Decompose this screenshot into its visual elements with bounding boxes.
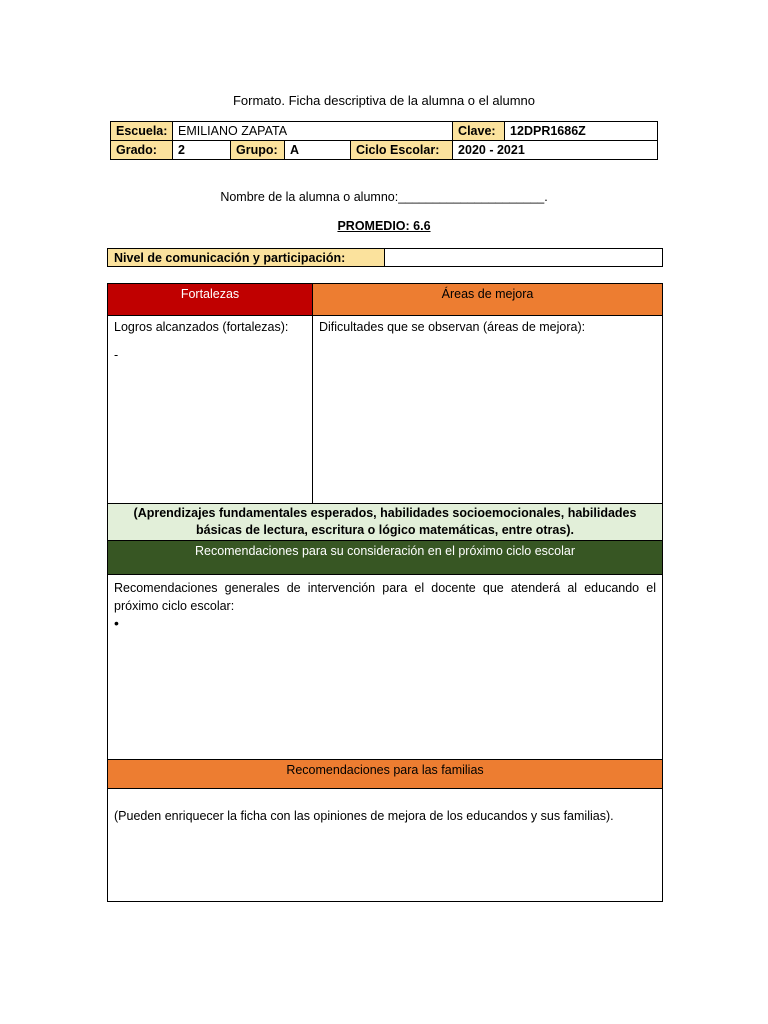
ciclo-label: Ciclo Escolar: xyxy=(351,141,453,160)
recomendaciones-bullet: • xyxy=(114,615,119,631)
fortalezas-header: Fortalezas xyxy=(108,284,313,316)
nivel-table xyxy=(107,248,663,267)
familias-text: (Pueden enriquecer la ficha con las opiniones de mejora de los educandos y sus familias). xyxy=(114,809,614,823)
nivel-value[interactable] xyxy=(385,249,663,267)
document-title: Formato. Ficha descriptiva de la alumna o el alumno xyxy=(232,93,536,108)
recomendaciones-header: Recomendaciones para su consideración en el próximo ciclo escolar xyxy=(108,541,663,575)
aprendizajes-note: (Aprendizajes fundamentales esperados, habilidades socioemocionales, habilidades básicas de lectura, escritura o lógico matemáticas, entre otras). xyxy=(108,504,663,541)
info-row-grado xyxy=(111,141,658,160)
grado-value: 2 xyxy=(173,141,231,160)
areas-header: Áreas de mejora xyxy=(313,284,663,316)
familias-header: Recomendaciones para las familias xyxy=(108,760,663,789)
grado-label: Grado: xyxy=(111,141,173,160)
grupo-value: A xyxy=(285,141,351,160)
escuela-value: EMILIANO ZAPATA xyxy=(173,122,453,141)
familias-cell[interactable] xyxy=(108,789,663,902)
recomendaciones-cell[interactable] xyxy=(108,575,663,760)
promedio: PROMEDIO: 6.6 xyxy=(337,219,431,233)
clave-value: 12DPR1686Z xyxy=(505,122,658,141)
escuela-label: Escuela: xyxy=(111,122,173,141)
info-row-escuela xyxy=(111,122,658,141)
school-info-table xyxy=(110,121,658,160)
fortalezas-cell[interactable] xyxy=(108,316,313,504)
areas-subtitle: Dificultades que se observan (áreas de mejora): xyxy=(319,320,586,334)
main-form-table xyxy=(107,283,663,902)
fortalezas-subtitle: Logros alcanzados (fortalezas): xyxy=(114,320,289,334)
areas-cell[interactable] xyxy=(313,316,663,504)
nivel-label: Nivel de comunicación y participación: xyxy=(108,249,385,267)
fortalezas-entry: - xyxy=(114,348,119,362)
clave-label: Clave: xyxy=(453,122,505,141)
grupo-label: Grupo: xyxy=(231,141,285,160)
ciclo-value: 2020 - 2021 xyxy=(453,141,658,160)
student-name-line: Nombre de la alumna o alumno:_____________________. xyxy=(220,190,548,204)
recomendaciones-text: Recomendaciones generales de intervención para el docente que atenderá al educando el próximo ciclo escolar: xyxy=(114,581,656,613)
